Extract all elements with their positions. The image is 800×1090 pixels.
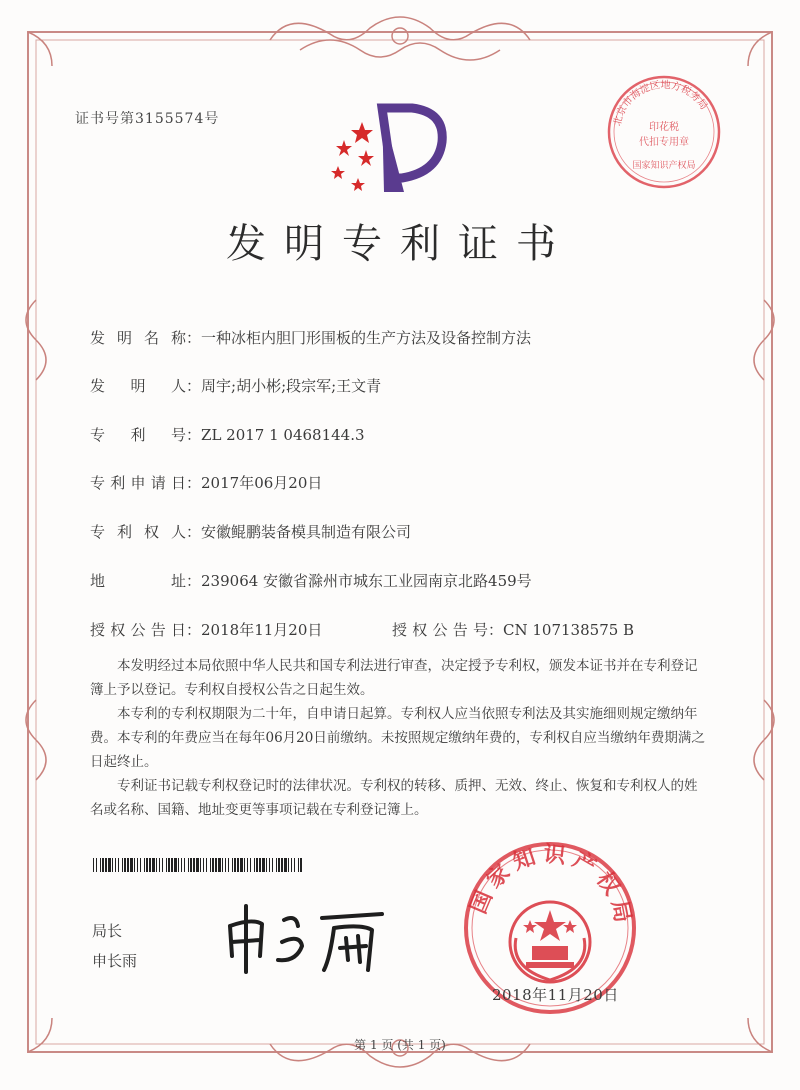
barcode-bar — [162, 858, 163, 872]
barcode-bar — [171, 858, 173, 872]
barcode-bar — [218, 858, 221, 872]
certificate-number: 证书号第3155574号 — [75, 111, 220, 127]
barcode-bar — [288, 858, 289, 872]
application-date-label: 专利申请日 — [90, 474, 186, 492]
barcode-bar — [137, 858, 138, 872]
barcode-bar — [149, 858, 151, 872]
barcode-bar — [234, 858, 236, 872]
barcode-bar — [232, 858, 233, 872]
barcode-bar — [144, 858, 145, 872]
barcode-bar — [190, 858, 192, 872]
barcode-bar — [237, 858, 239, 872]
page-number: 第 1 页 (共 1 页) — [354, 1038, 446, 1052]
barcode-bar — [276, 858, 277, 872]
patent-office-emblem-icon — [320, 100, 450, 200]
officer-title: 局长 — [92, 922, 123, 940]
patent-number-label: 专利号 — [90, 426, 186, 444]
barcode-bar — [262, 858, 265, 872]
national-emblem-icon — [510, 902, 590, 982]
barcode-bar — [146, 858, 148, 872]
barcode-bar — [203, 858, 204, 872]
tax-seal-line2: 代扣专用章 — [639, 137, 689, 148]
official-seal-ring-text: 国家知识产权局 — [466, 842, 637, 931]
inventors-value: 周宇;胡小彬;段宗军;王文青 — [201, 377, 382, 395]
tax-seal-bottom-text: 国家知识产权局 — [632, 161, 696, 171]
barcode-bar — [156, 858, 157, 872]
barcode-bar — [178, 858, 179, 872]
barcode-bar — [112, 858, 113, 872]
patent-number-row: 专利号：ZL 2017 1 0468144.3 — [90, 426, 365, 444]
handwritten-signature — [222, 898, 392, 978]
barcode-bar — [294, 858, 295, 872]
barcode-bar — [281, 858, 283, 872]
barcode-bar — [266, 858, 267, 872]
barcode-bar — [134, 858, 135, 872]
barcode-bar — [100, 858, 101, 872]
barcode-bar — [181, 858, 182, 872]
barcode-bar — [259, 858, 261, 872]
tax-seal-ring-text: 北京市海淀区地方税务局 — [612, 79, 710, 128]
invention-name-label: 发明名称 — [90, 329, 186, 347]
application-date-value: 2017年06月20日 — [201, 474, 323, 492]
barcode-bar — [166, 858, 167, 872]
barcode-bar — [225, 858, 226, 872]
barcode-bar — [118, 858, 119, 872]
paragraph-2: 本专利的专利权期限为二十年，自申请日起算。专利权人应当依照专利法及其实施细则规定缴纳年费。本专利的年费应当在每年06月20日前缴纳。未按照规定缴纳年费的，专利权自应当缴纳年费期满之日起终止。 — [90, 706, 705, 770]
barcode-bar — [115, 858, 116, 872]
barcode-bar — [105, 858, 107, 872]
barcode-bar — [96, 858, 97, 872]
barcode-bar — [140, 858, 141, 872]
barcode-bar — [152, 858, 155, 872]
barcode-bar — [124, 858, 126, 872]
barcode-bar — [212, 858, 214, 872]
tax-seal-line1: 印花税 — [649, 122, 679, 133]
inventors-label: 发明人 — [90, 377, 186, 395]
patentee-row: 专利权人：安徽鲲鹏装备模具制造有限公司 — [90, 523, 412, 541]
barcode-bar — [200, 858, 201, 872]
tax-seal-stamp — [604, 72, 724, 192]
barcode-bar — [122, 858, 123, 872]
seal-date: 2018年11月20日 — [492, 986, 619, 1004]
barcode-bar — [284, 858, 287, 872]
application-date-row: 专利申请日：2017年06月20日 — [90, 474, 323, 492]
patent-number-value: ZL 2017 1 0468144.3 — [201, 426, 365, 444]
grant-number-label: 授权公告号 — [392, 621, 488, 639]
barcode-bar — [127, 858, 129, 872]
barcode-bar — [278, 858, 280, 872]
barcode-bar — [130, 858, 133, 872]
paragraph-3: 专利证书记载专利权登记时的法律状况。专利权的转移、质押、无效、终止、恢复和专利权人的姓名或名称、国籍、地址变更等事项记载在专利登记簿上。 — [90, 778, 698, 818]
document-title: 发明专利证书 — [226, 221, 574, 267]
barcode-bar — [291, 858, 292, 872]
invention-name-row: 发明名称：一种冰柜内胆冂形围板的生产方法及设备控制方法 — [90, 329, 532, 347]
barcode-bar — [222, 858, 223, 872]
barcode-bar — [93, 858, 94, 872]
barcode-bar — [298, 858, 299, 872]
patentee-value: 安徽鲲鹏装备模具制造有限公司 — [201, 523, 412, 541]
grant-date-value: 2018年11月20日 — [201, 621, 323, 639]
barcode-bar — [215, 858, 217, 872]
barcode-bar — [269, 858, 270, 872]
barcode-bar — [210, 858, 211, 872]
barcode-bar — [102, 858, 104, 872]
officer-name: 申长雨 — [92, 952, 138, 970]
barcode-bar — [244, 858, 245, 872]
inventors-row: 发明人：周宇;胡小彬;段宗军;王文青 — [90, 377, 382, 395]
barcode-bar — [193, 858, 195, 872]
grant-number-row: 授权公告号：CN 107138575 B — [392, 621, 635, 639]
grant-number-value: CN 107138575 B — [503, 621, 635, 639]
barcode-bar — [159, 858, 160, 872]
address-row: 地址：239064 安徽省滁州市城东工业园南京北路459号 — [90, 572, 532, 590]
grant-date-row: 授权公告日：2018年11月20日 — [90, 621, 323, 639]
barcode-bar — [240, 858, 243, 872]
barcode-bar — [250, 858, 251, 872]
address-label: 地址 — [90, 572, 186, 590]
barcode-bar — [168, 858, 170, 872]
barcode-bar — [247, 858, 248, 872]
barcode-bar — [188, 858, 189, 872]
patentee-label: 专利权人 — [90, 523, 186, 541]
barcode-bar — [108, 858, 111, 872]
barcode-bar — [256, 858, 258, 872]
barcode-bar — [206, 858, 207, 872]
barcode-bar — [272, 858, 273, 872]
invention-name-value: 一种冰柜内胆冂形围板的生产方法及设备控制方法 — [201, 329, 532, 347]
grant-date-label: 授权公告日 — [90, 621, 186, 639]
barcode-bar — [174, 858, 177, 872]
barcode-bar — [196, 858, 199, 872]
barcode — [93, 858, 303, 872]
barcode-bar — [228, 858, 229, 872]
barcode-bar — [184, 858, 185, 872]
barcode-bar — [300, 858, 302, 872]
paragraph-1: 本发明经过本局依照中华人民共和国专利法进行审查，决定授予专利权，颁发本证书并在专利登记簿上予以登记。专利权自授权公告之日起生效。 — [90, 658, 698, 698]
address-value: 239064 安徽省滁州市城东工业园南京北路459号 — [201, 572, 532, 590]
barcode-bar — [254, 858, 255, 872]
